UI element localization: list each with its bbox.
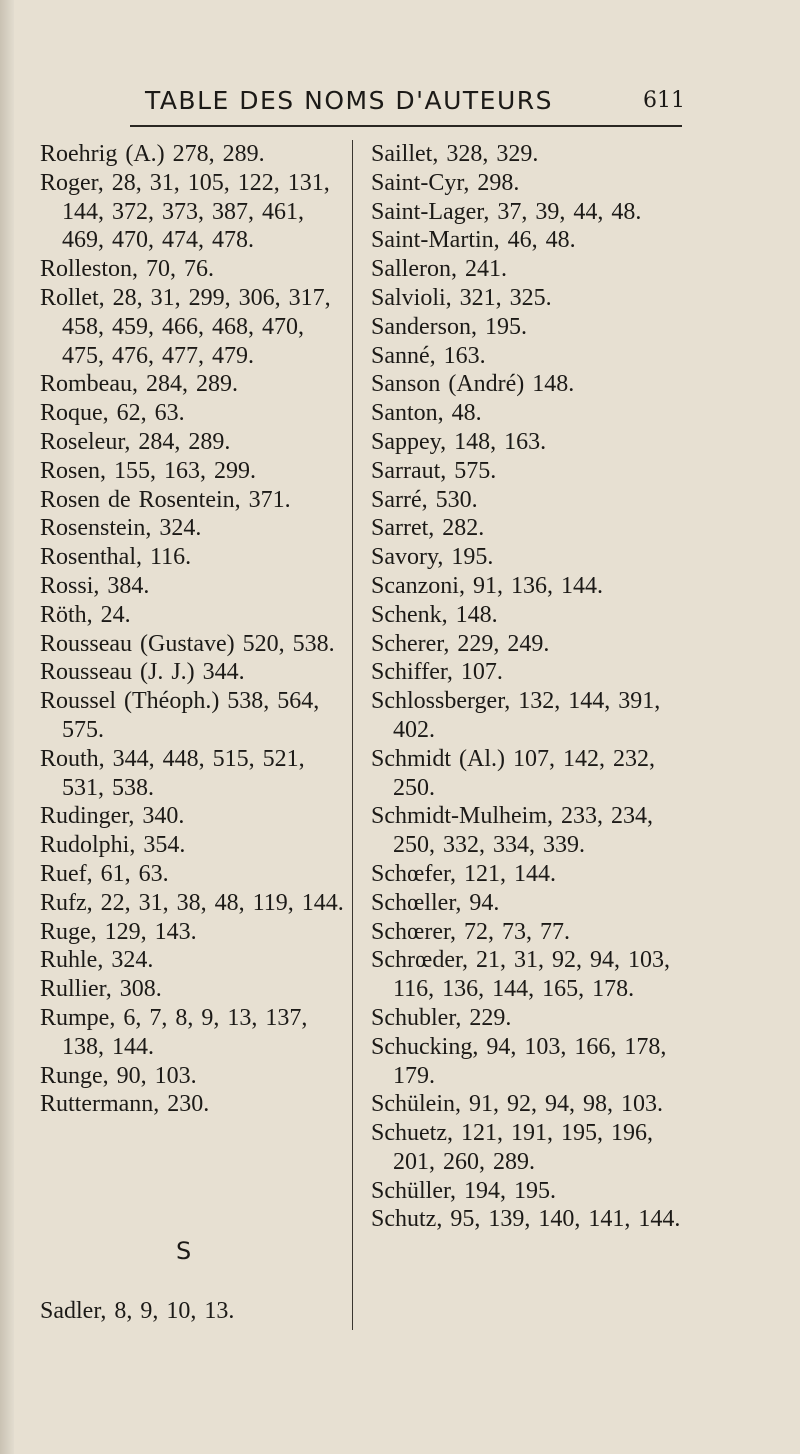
index-entry: Roque, 62, 63. xyxy=(40,400,185,427)
index-entry: Rombeau, 284, 289. xyxy=(40,371,238,398)
index-entry: Rufz, 22, 31, 38, 48, 119, 144. xyxy=(40,889,344,916)
index-entry: Savory, 195. xyxy=(371,544,494,571)
section-letter: S xyxy=(176,1237,192,1265)
index-entry: Rolleston, 70, 76. xyxy=(40,256,215,283)
index-entry: Runge, 90, 103. xyxy=(40,1062,197,1089)
index-entry: Schiffer, 107. xyxy=(371,659,503,686)
index-entry: Saint-Cyr, 298. xyxy=(371,169,520,196)
index-entry: Rosenstein, 324. xyxy=(40,515,202,542)
index-entry: Rousseau (Gustave) 520, 538. xyxy=(40,630,335,657)
right-column xyxy=(371,140,681,1234)
index-entry: Ruge, 129, 143. xyxy=(40,918,197,945)
index-entry: Salleron, 241. xyxy=(371,256,507,283)
index-entry: Schmidt-Mulheim, 233, 234, 250, 332, 334, 339. xyxy=(371,803,653,859)
index-entry: Roseleur, 284, 289. xyxy=(40,428,231,455)
index-entry: Sarraut, 575. xyxy=(371,457,497,484)
index-entry: Sappey, 148, 163. xyxy=(371,428,547,455)
index-entry: Schœller, 94. xyxy=(371,889,500,916)
column-divider xyxy=(352,140,353,1330)
index-entry: Rudolphi, 354. xyxy=(40,832,186,859)
page-title: TABLE DES NOMS D'AUTEURS xyxy=(145,86,554,115)
index-entry: Roussel (Théoph.) 538, 564, 575. xyxy=(40,688,320,743)
index-entry: Schmidt (Al.) 107, 142, 232, 250. xyxy=(371,745,655,801)
index-entry: Scanzoni, 91, 136, 144. xyxy=(371,572,603,599)
index-entry: Schœfer, 121, 144. xyxy=(371,860,557,887)
index-entry: Schutz, 95, 139, 140, 141, 144. xyxy=(371,1206,681,1233)
index-entry: Schœrer, 72, 73, 77. xyxy=(371,918,571,945)
index-entry: Sanderson, 195. xyxy=(371,313,527,340)
index-entry: Saint-Martin, 46, 48. xyxy=(371,227,576,254)
left-column xyxy=(40,140,346,1119)
index-entry: Schuetz, 121, 191, 195, 196, 201, 260, 289. xyxy=(371,1120,653,1175)
index-entry: Schucking, 94, 103, 166, 178, 179. xyxy=(371,1033,667,1089)
index-entry: Rudinger, 340. xyxy=(40,803,185,830)
index-entry: Schülein, 91, 92, 94, 98, 103. xyxy=(371,1091,663,1118)
index-entry: Sanson (André) 148. xyxy=(371,371,575,398)
index-entry: Salvioli, 321, 325. xyxy=(371,284,552,311)
index-entry: Sanné, 163. xyxy=(371,342,486,369)
index-entry: Santon, 48. xyxy=(371,400,482,427)
index-entry: Rossi, 384. xyxy=(40,572,150,599)
index-entry: Röth, 24. xyxy=(40,601,131,628)
index-entry: Rosen de Rosentein, 371. xyxy=(40,486,291,513)
index-entry: Sarret, 282. xyxy=(371,515,485,542)
index-entry: Roehrig (A.) 278, 289. xyxy=(40,141,265,167)
index-entry: Sarré, 530. xyxy=(371,486,478,513)
index-entry: Rullier, 308. xyxy=(40,976,162,1003)
index-entry: Saillet, 328, 329. xyxy=(371,141,539,167)
index-entry: Schlossberger, 132, 144, 391, 402. xyxy=(371,688,661,743)
index-entry: Schubler, 229. xyxy=(371,1004,512,1031)
index-entry: Rumpe, 6, 7, 8, 9, 13, 137, 138, 144. xyxy=(40,1004,308,1060)
index-entry: Roger, 28, 31, 105, 122, 131, 144, 372, 373, 387, 461, 469, 470, 474, 478. xyxy=(40,169,330,254)
index-entry: Routh, 344, 448, 515, 521, 531, 538. xyxy=(40,745,305,801)
index-entry: Sadler, 8, 9, 10, 13. xyxy=(40,1298,235,1324)
index-entry: Ruttermann, 230. xyxy=(40,1091,210,1118)
index-entry: Schenk, 148. xyxy=(371,601,498,628)
index-entry: Rousseau (J. J.) 344. xyxy=(40,659,245,686)
header-rule xyxy=(130,125,682,127)
index-entry: Ruef, 61, 63. xyxy=(40,860,169,887)
index-entry: Rosenthal, 116. xyxy=(40,544,192,571)
index-entry: Schrœder, 21, 31, 92, 94, 103, 116, 136, 144, 165, 178. xyxy=(371,947,671,1003)
index-entry: Rollet, 28, 31, 299, 306, 317, 458, 459, 466, 468, 470, 475, 476, 477, 479. xyxy=(40,284,331,369)
index-entry: Schüller, 194, 195. xyxy=(371,1177,557,1204)
index-entry: Scherer, 229, 249. xyxy=(371,630,550,657)
index-entry: Ruhle, 324. xyxy=(40,947,154,974)
page-header xyxy=(145,86,685,120)
page-edge xyxy=(0,0,14,1454)
index-entry: Saint-Lager, 37, 39, 44, 48. xyxy=(371,198,642,225)
page-number: 611 xyxy=(643,88,685,113)
index-entry: Rosen, 155, 163, 299. xyxy=(40,457,256,484)
